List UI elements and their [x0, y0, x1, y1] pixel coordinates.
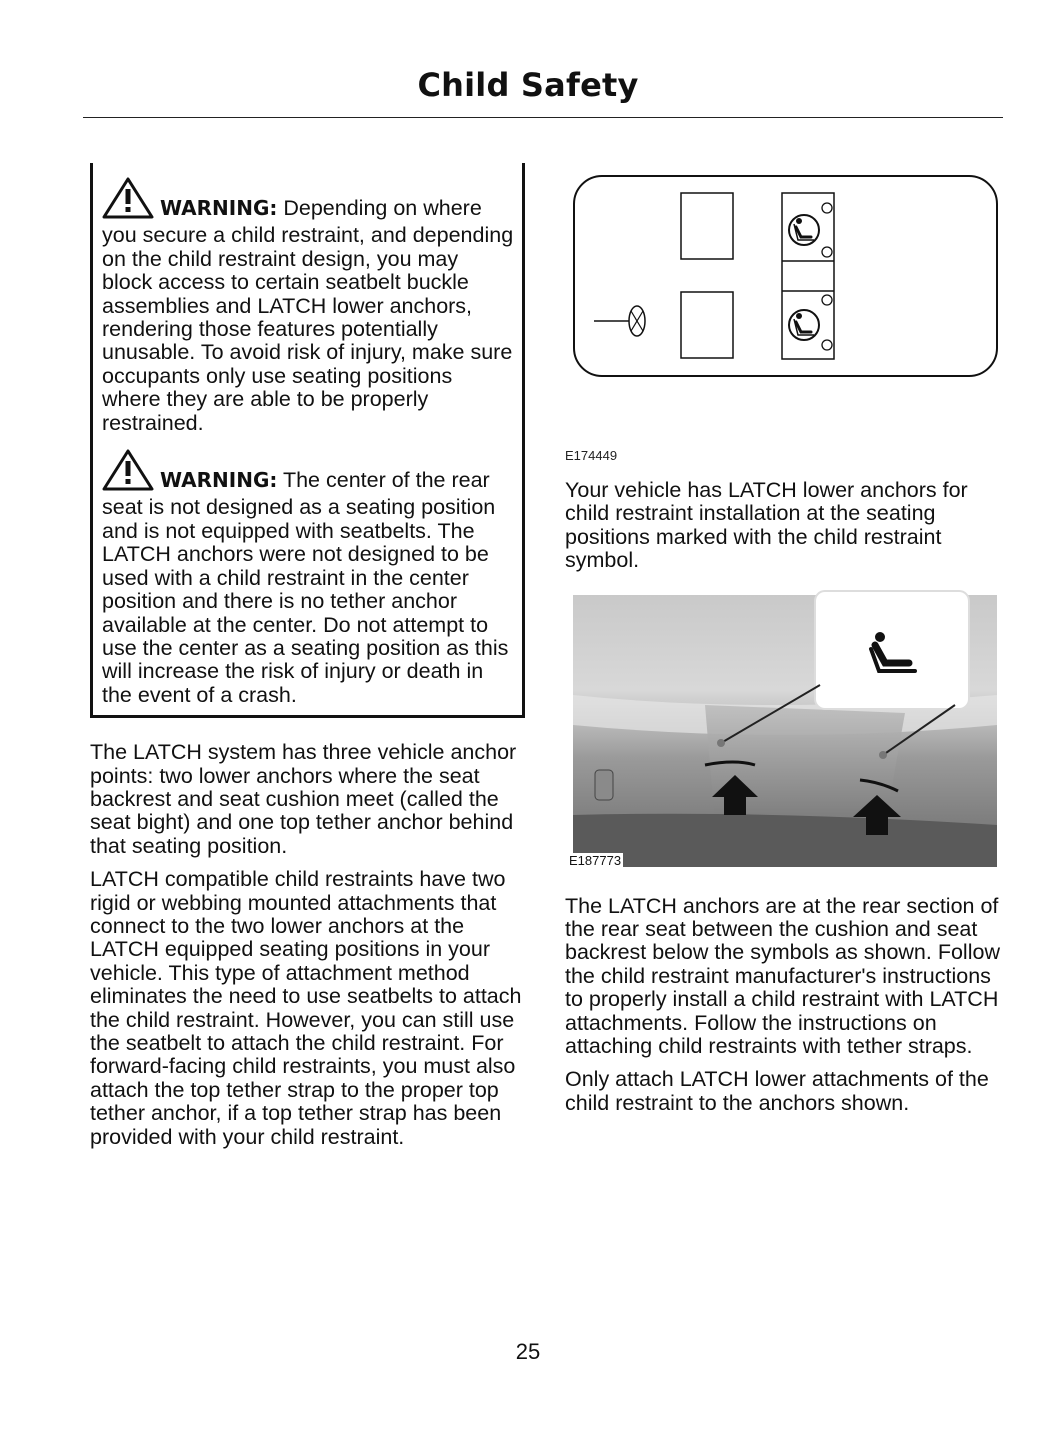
figure-code: E187773 [569, 852, 622, 868]
warning-triangle-icon [102, 449, 154, 496]
page-title: Child Safety [417, 66, 639, 104]
warning-triangle-icon [102, 177, 154, 224]
child-seat-icon [789, 215, 819, 245]
warning-box [90, 163, 525, 718]
child-seat-icon [789, 310, 819, 340]
page-number: 25 [515, 1339, 541, 1364]
warning-text: The center of the rear seat is not designed as a seating position and is not equipped with seatbelts. The LATCH anchors were not designed to be used with a child restraint in the center position and there is no tether anchor available at the center. Do not attempt to use the center as a seating position as this will increase the risk of injury or death in the event of a crash. [102, 468, 509, 707]
warning-text: Depending on where you secure a child restraint, and depending on the child restraint design, you may block access to certain seatbelt buckle assemblies and LATCH lower anchors, rendering those features potentially unusable. To avoid risk of injury, make sure occupants only use seating positions where they are able to be properly restrained. [102, 196, 514, 435]
right-column [565, 175, 1005, 1125]
left-column [90, 163, 522, 1159]
paragraph-latch-anchors: Your vehicle has LATCH lower anchors for child restraint installation at the seating positions marked with the child restraint symbol. [565, 478, 968, 573]
paragraph-anchor-location: The LATCH anchors are at the rear section of the rear seat between the cushion and seat backrest below the symbols as shown. Follow the child restraint manufacturer's instructions to properly install a child restraint with LATCH attachments. Follow the instructions on attaching child restraints with tether straps. [565, 893, 1000, 1059]
paragraph-latch-compatible: LATCH compatible child restraints have two rigid or webbing mounted attachments that connect to the two lower anchors at the LATCH equipped seating positions in your vehicle. This type of attachment method eliminates the need to use seatbelts to attach the child restraint. However, you can still use the seatbelt to attach the child restraint. For forward-facing child restraints, you must also attach the top tether strap to the proper top tether anchor, if a top tether strap has been provided with your child restraint. [90, 867, 522, 1149]
paragraph-only-attach: Only attach LATCH lower attachments of the child restraint to the anchors shown. [565, 1067, 989, 1115]
rear-seat-photo [565, 585, 1001, 875]
warning-2 [102, 449, 514, 707]
header-divider [83, 117, 1003, 118]
paragraph-latch-system: The LATCH system has three vehicle anchor points: two lower anchors where the seat backrest and seat cushion meet (called the seat bight) and one top tether anchor behind that seating position. [90, 740, 517, 858]
figure-code: E174449 [565, 448, 618, 463]
warning-1 [102, 177, 514, 435]
warning-label: WARNING: [160, 468, 278, 493]
seat-layout-diagram [565, 175, 1005, 386]
warning-label: WARNING: [160, 196, 278, 220]
